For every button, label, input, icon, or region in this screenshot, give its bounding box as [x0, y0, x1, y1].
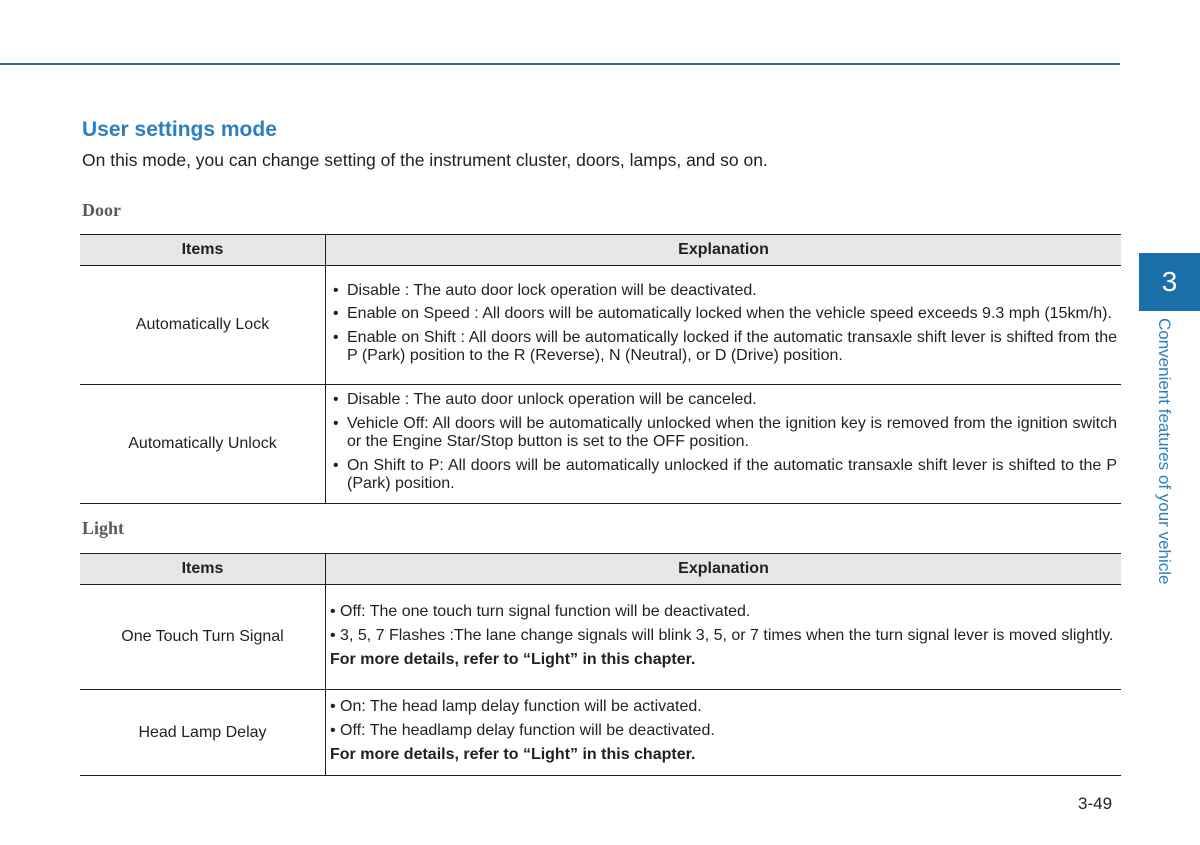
- list-item: • Disable : The auto door unlock operation will be canceled.: [330, 391, 1117, 410]
- chapter-tab-title: Convenient features of your vehicle: [1155, 318, 1174, 585]
- list-item: • Enable on Speed : All doors will be automatically locked when the vehicle speed exceeds 9.3 mph (15km/h).: [330, 305, 1117, 324]
- column-header-items: Items: [80, 235, 326, 266]
- item-cell: Automatically Unlock: [80, 385, 326, 504]
- top-rule: [0, 63, 1120, 65]
- section-title: User settings mode: [82, 118, 277, 141]
- table-row: [80, 266, 1121, 385]
- column-header-items: Items: [80, 554, 326, 585]
- list-item: • Disable : The auto door lock operation will be deactivated.: [330, 282, 1117, 301]
- page-number: 3-49: [1078, 794, 1113, 813]
- light-heading: Light: [82, 518, 125, 538]
- list-item-text: The lane change signals will blink 3, 5, or 7 times when the turn signal lever is moved slightly.: [453, 626, 1114, 644]
- list-item: • Off: The one touch turn signal function will be deactivated.: [330, 602, 751, 620]
- list-item: • On Shift to P: All doors will be automatically unlocked if the automatic transaxle shift lever is shifted to the P (Park) position.: [330, 457, 1117, 494]
- list-item: • Enable on Shift : All doors will be automatically locked if the automatic transaxle shift lever is shifted from the P (Park) position to the R (Reverse), N (Neutral), or D (Drive) position.: [330, 329, 1117, 366]
- explanation-cell: [326, 266, 1122, 385]
- table-header-row: [80, 554, 1121, 585]
- list-item: • On: The head lamp delay function will be activated.: [330, 698, 702, 715]
- list-item: [330, 627, 1117, 645]
- list-item-lead: • 3, 5, 7 Flashes :: [330, 626, 454, 644]
- list-item: • Vehicle Off: All doors will be automatically unlocked when the ignition key is removed from the ignition switch or the Engine Star/Stop button is set to the OFF position.: [330, 415, 1117, 452]
- explanation-cell: [326, 690, 1122, 776]
- item-cell: One Touch Turn Signal: [80, 585, 326, 690]
- item-cell: Head Lamp Delay: [80, 690, 326, 776]
- explanation-cell: [326, 585, 1122, 690]
- table-row: [80, 690, 1121, 776]
- section-intro: On this mode, you can change setting of the instrument cluster, doors, lamps, and so on.: [82, 150, 768, 170]
- table-header-row: [80, 235, 1121, 266]
- table-row: [80, 585, 1121, 690]
- reference-note: For more details, refer to “Light” in this chapter.: [330, 746, 696, 763]
- chapter-tab-number: 3: [1139, 253, 1200, 311]
- column-header-explanation: Explanation: [326, 554, 1122, 585]
- door-settings-table: [80, 234, 1121, 504]
- table-row: [80, 385, 1121, 504]
- reference-note: For more details, refer to “Light” in this chapter.: [330, 650, 696, 668]
- list-item: • Off: The headlamp delay function will be deactivated.: [330, 722, 715, 739]
- light-settings-table: [80, 553, 1121, 776]
- explanation-cell: [326, 385, 1122, 504]
- door-heading: Door: [82, 200, 121, 220]
- item-cell: Automatically Lock: [80, 266, 326, 385]
- column-header-explanation: Explanation: [326, 235, 1122, 266]
